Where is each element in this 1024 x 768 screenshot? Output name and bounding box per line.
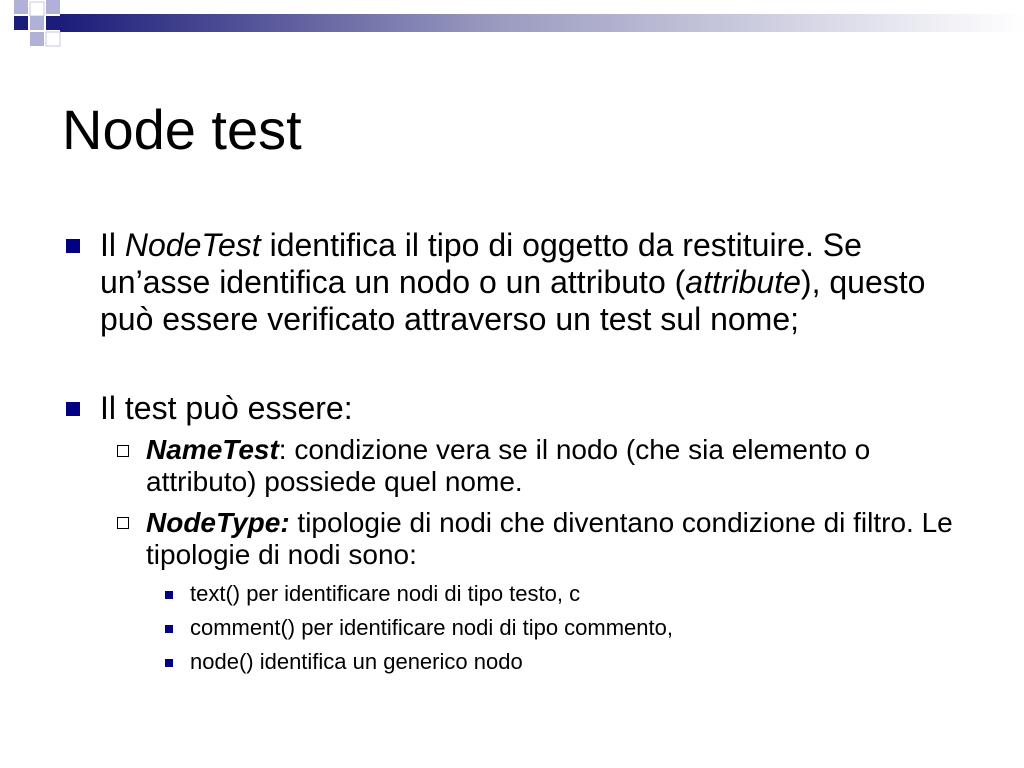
bullet-item	[100, 227, 980, 338]
deco-square	[30, 2, 44, 16]
subbullet-text: tipologie di nodi che diventano condizione di filtro. Le tipologie di nodi sono:	[146, 507, 953, 570]
bullet-text: Il	[100, 227, 125, 263]
bullet-square-icon	[66, 239, 80, 253]
deco-square	[46, 16, 60, 30]
deco-square	[14, 16, 28, 30]
subbullet-item	[146, 507, 986, 571]
bullet-item: Il test può essere:	[100, 390, 353, 426]
hollow-square-bullet-icon	[117, 445, 129, 457]
bullet-text: ), questo può essere verificato attraverso un test sul nome;	[100, 264, 926, 337]
small-square-bullet-icon	[165, 591, 173, 599]
list-item: comment() per identificare nodi di tipo commento,	[190, 615, 673, 640]
list-item: text() per identificare nodi di tipo testo, c	[190, 581, 581, 606]
list-item: node() identifica un generico nodo	[190, 649, 523, 674]
deco-square	[30, 16, 44, 30]
term-nodetest: NodeTest	[124, 227, 261, 263]
header-decoration	[0, 0, 1024, 60]
hollow-square-bullet-icon	[117, 517, 129, 529]
small-square-bullet-icon	[165, 659, 173, 667]
deco-square	[30, 32, 44, 46]
slide-title: Node test	[62, 98, 302, 161]
small-square-bullet-icon	[165, 625, 173, 633]
header-gradient-band	[60, 14, 1024, 32]
subbullet-text: : condizione vera se il nodo (che sia elemento o attributo) possiede quel nome.	[146, 434, 871, 497]
term-attribute: attribute	[685, 264, 801, 300]
bullet-text: identifica il tipo di oggetto da restituire. Se un’asse identifica un nodo o un attributo (	[100, 227, 862, 300]
term-nodetype: NodeType:	[146, 507, 290, 538]
bullet-square-icon	[66, 402, 80, 416]
subbullet-item	[146, 434, 986, 498]
deco-square	[46, 0, 60, 14]
deco-square	[46, 32, 60, 46]
deco-square	[14, 0, 28, 14]
term-nametest: NameTest	[146, 434, 279, 465]
